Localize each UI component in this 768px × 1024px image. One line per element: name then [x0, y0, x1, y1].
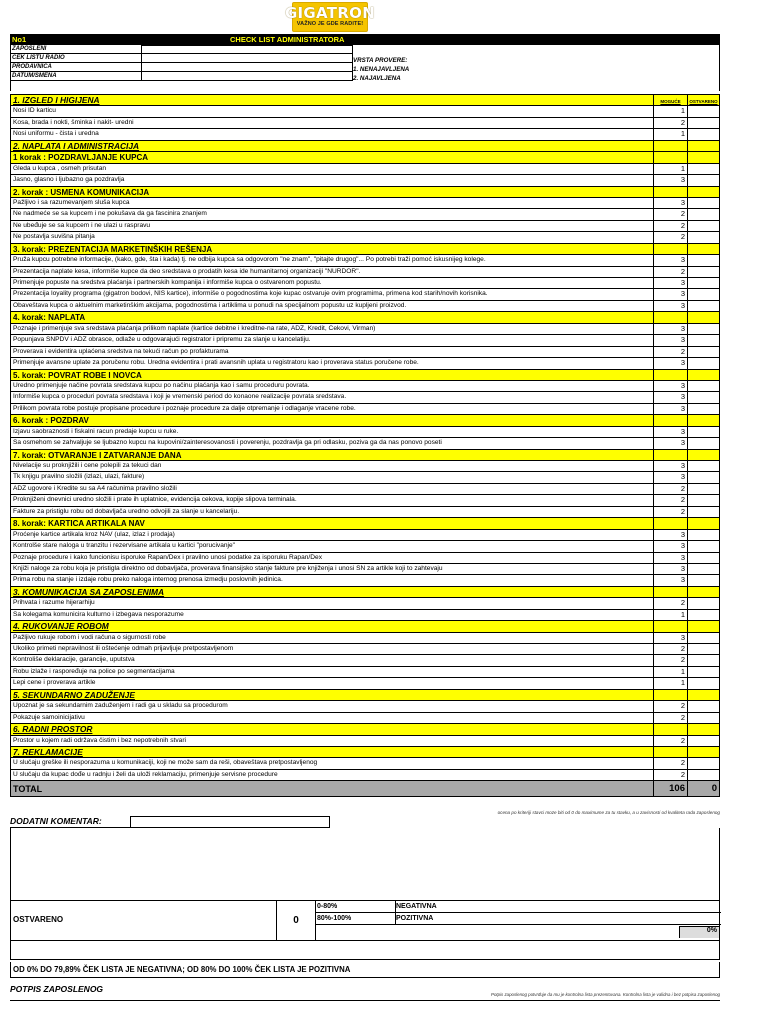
- info-block: [10, 45, 720, 91]
- row-label: Primenjuje avansne uplate za poručenu robu. Uredna evidentira i prati avansnih uplata u registratoru kao i proverava status poručene robe.: [13, 359, 419, 367]
- step-header: [11, 370, 720, 381]
- ostvareno-cell[interactable]: [687, 461, 720, 471]
- ostvareno-cell: [687, 187, 720, 197]
- moguce-cell: 3: [653, 278, 687, 288]
- ostvareno-cell[interactable]: [687, 564, 720, 574]
- row-label: 2. NAPLATA I ADMINISTRACIJA: [13, 140, 140, 151]
- step-header: [11, 312, 720, 323]
- row-label: Informiše kupca o proceduri povrata sredstava i koji je vremenski period do konaone realizacije povrata sredstava.: [13, 393, 347, 401]
- prodavnica-field[interactable]: [141, 63, 353, 72]
- moguce-cell: 3: [653, 553, 687, 563]
- moguce-cell: 3: [653, 198, 687, 208]
- ostvareno-cell: OSTVARENO: [687, 95, 720, 105]
- checklist-item: [11, 564, 720, 575]
- moguce-cell: 3: [653, 335, 687, 345]
- total-label: TOTAL: [13, 784, 43, 795]
- checklist-item: [11, 541, 720, 552]
- section-header: [11, 724, 720, 735]
- row-label: Izjavu saobraznosti i fiskalni racun predaje kupcu u ruke.: [13, 427, 179, 435]
- moguce-cell: 3: [653, 324, 687, 334]
- checklist-item: [11, 221, 720, 232]
- ostvareno-cell[interactable]: [687, 667, 720, 677]
- moguce-cell: MOGUĆE: [653, 95, 687, 105]
- row-label: Pažljivo rukuje robom i vodi računa o sigurnosti robe: [13, 633, 166, 641]
- ostvareno-cell[interactable]: [687, 713, 720, 723]
- total-row: [11, 781, 720, 797]
- step-header: [11, 152, 720, 163]
- ostvareno-cell[interactable]: [687, 289, 720, 299]
- row-label: Ukoliko primeti nepravilnost ili oštećenje odmah prijavljuje pretpostavljenom: [13, 645, 234, 652]
- moguce-cell: 3: [653, 175, 687, 185]
- ostvareno-cell[interactable]: [687, 175, 720, 185]
- checklist-title: CHECK LIST ADMINISTRATORA: [230, 35, 345, 44]
- step-header: [11, 518, 720, 529]
- ostvareno-cell[interactable]: [687, 484, 720, 494]
- vrsta-option-2: 2. NAJAVLJENA: [353, 75, 401, 82]
- checklist-item: [11, 610, 720, 621]
- moguce-cell: 2: [653, 484, 687, 494]
- section-header: [11, 141, 720, 152]
- moguce-cell: 1: [653, 129, 687, 139]
- section-header: [11, 747, 720, 758]
- section-header: [11, 587, 720, 598]
- row-label: 6. korak : POZDRAV: [13, 416, 89, 426]
- moguce-cell: 2: [653, 713, 687, 723]
- checklist-item: [11, 667, 720, 678]
- row-label: Pruža kupcu potrebne informacije, (kako, gde, šta i kada) tj. ne odbija kupca sa odgovorom "ne znam", "pitajte drugog"... Po potrebi traži pomoć iskusnijeg kolege.: [13, 256, 486, 264]
- moguce-cell: 2: [653, 736, 687, 746]
- checklist-item: [11, 301, 720, 312]
- checklist-item: [11, 289, 720, 300]
- moguce-cell: [653, 312, 687, 322]
- ostvareno-cell: [687, 450, 720, 460]
- range-negativna-word: NEGATIVNA: [396, 903, 437, 910]
- ostvareno-cell[interactable]: [687, 118, 720, 128]
- ostvareno-cell[interactable]: [687, 221, 720, 231]
- checklist-item: [11, 209, 720, 220]
- ostvareno-label: OSTVARENO: [13, 915, 64, 924]
- moguce-cell: 1: [653, 678, 687, 688]
- ostvareno-cell: [687, 587, 720, 597]
- ostvareno-cell[interactable]: [687, 495, 720, 505]
- row-label: 4. korak: NAPLATA: [13, 313, 86, 323]
- datum-smena-field[interactable]: [141, 72, 353, 81]
- row-label: 7. korak: OTVARANJE I ZATVARANJE DANA: [13, 450, 182, 460]
- moguce-cell: [653, 187, 687, 197]
- moguce-cell: 1: [653, 667, 687, 677]
- moguce-cell: 3: [653, 541, 687, 551]
- ostvareno-cell[interactable]: [687, 770, 720, 780]
- gigatron-logo: [284, 2, 376, 32]
- checklist-item: [11, 598, 720, 609]
- checklist-item: [11, 484, 720, 495]
- row-label: Ne nadmeće se sa kupcem i ne pokušava da ga fascinira znanjem: [13, 210, 207, 218]
- ostvareno-cell[interactable]: [687, 438, 720, 448]
- row-label: Pažljivo i sa razumevanjem sluša kupca: [13, 198, 130, 206]
- ostvareno-cell: [687, 244, 720, 254]
- row-label: 8. korak: KARTICA ARTIKALA NAV: [13, 519, 145, 529]
- moguce-cell: 3: [653, 461, 687, 471]
- row-label: Fakture za pristiglu robu od dobavljača uredno odvojili za slanje u kancelariju.: [13, 507, 240, 515]
- checklist-item: [11, 758, 720, 769]
- moguce-cell: 3: [653, 438, 687, 448]
- moguce-cell: 3: [653, 381, 687, 391]
- row-label: 5. korak: POVRAT ROBE I NOVCA: [13, 370, 142, 380]
- moguce-cell: 2: [653, 118, 687, 128]
- ostvareno-cell[interactable]: [687, 758, 720, 768]
- moguce-cell: 3: [653, 301, 687, 311]
- moguce-cell: 2: [653, 221, 687, 231]
- range-negativna: 0-80%: [316, 901, 396, 912]
- section-header: [11, 621, 720, 632]
- checklist-item: [11, 633, 720, 644]
- checklist-item: [11, 438, 720, 449]
- ostvareno-cell[interactable]: [687, 301, 720, 311]
- moguce-cell: 2: [653, 598, 687, 608]
- ostvareno-cell[interactable]: [687, 404, 720, 414]
- row-label: Ne postavlja suvišna pitanja: [13, 233, 95, 241]
- moguce-cell: [653, 518, 687, 528]
- cek-listu-radio-field[interactable]: [141, 54, 353, 63]
- zaposleni-field[interactable]: [141, 45, 353, 54]
- ostvareno-cell[interactable]: [687, 255, 720, 265]
- moguce-cell: [653, 370, 687, 380]
- moguce-cell: [653, 141, 687, 151]
- row-label: Robu izlaže i raspoređuje na police po segmentacijama: [13, 667, 175, 675]
- moguce-cell: [653, 747, 687, 757]
- checklist-item: [11, 644, 720, 655]
- verdict-text: OD 0% DO 79,89% ČEK LISTA JE NEGATIVNA; OD 80% DO 100% ČEK LISTA JE POZITIVNA: [10, 962, 720, 978]
- row-label: Prihvata i razume hijerarhiju: [13, 599, 95, 607]
- ostvareno-cell: [687, 312, 720, 322]
- moguce-cell: 2: [653, 267, 687, 277]
- moguce-cell: 3: [653, 289, 687, 299]
- moguce-cell: 2: [653, 644, 687, 654]
- ostvareno-cell[interactable]: [687, 381, 720, 391]
- row-label: Prima robu na stanje i izdaje robu preko naloga internog prenosa izmedju poslovnih jedinica.: [13, 576, 283, 584]
- ostvareno-value: 0: [276, 901, 316, 941]
- moguce-cell: 2: [653, 770, 687, 780]
- field-label-datum-smena: DATUM/SMENA: [11, 72, 141, 81]
- vrsta-option-1: 1. NENAJAVLJENA: [353, 66, 410, 73]
- step-header: [11, 187, 720, 198]
- row-label: Prezentacija loyality programa (gigatron bodovi, NIS kartice), informiše o pogodnostima koje kupac ostvaruje ovim programima, primena kod starih/novih korisnika.: [13, 290, 488, 298]
- logo-brand: GIGATRON: [284, 4, 376, 22]
- moguce-cell: 3: [653, 633, 687, 643]
- row-label: Prostor u kojem radi održava čistim i bez nepotrebnih stvari: [13, 736, 186, 744]
- moguce-cell: 3: [653, 427, 687, 437]
- row-label: Uredno primenjuje načine povrata sredstava kupcu po načinu plaćanja kao i samu proceduru povrata.: [13, 381, 310, 389]
- ostvareno-cell[interactable]: [687, 736, 720, 746]
- checklist-item: [11, 335, 720, 346]
- ostvareno-cell[interactable]: [687, 324, 720, 334]
- row-label: Tk knjigu pravilno složili (izlazi, ulazi, fakture): [13, 473, 145, 481]
- field-label-cek-listu-radio: ČEK LISTU RADIO: [11, 54, 141, 63]
- checklist-item: [11, 198, 720, 209]
- checklist-item: [11, 770, 720, 781]
- moguce-cell: [653, 724, 687, 734]
- row-label: U slučaju greške ili nesporazuma u komunikaciji, koji ne može sam da reši, obaveštava pretpostavljenog: [13, 759, 318, 767]
- ostvareno-cell[interactable]: [687, 335, 720, 345]
- ostvareno-cell[interactable]: [687, 267, 720, 277]
- checklist-item: [11, 713, 720, 724]
- row-label: Prezentacija naplate kesa, informiše kupce da deo sredstava o prodatih kesa ide humanitarnoj organizaciji "NURDOR".: [13, 267, 361, 275]
- row-label: Sa osmehom se zahvaljuje se ljubazno kupcu na kupovini/zainteresovanosti i poverenju, pozdravlja ga pri odlasku, poziva ga da nas ponovo poseti: [13, 439, 442, 447]
- dodatni-komentar-field[interactable]: [130, 816, 330, 828]
- ostvareno-cell[interactable]: [687, 392, 720, 402]
- checklist-item: [11, 347, 720, 358]
- row-label: Prilikom povrata robe postuje propisane procedure i poznaje procedure za dalje otpremanje i odlaganje vracene robe.: [13, 404, 356, 412]
- title-bar: [10, 34, 720, 45]
- row-label: 2. korak : USMENA KOMUNIKACIJA: [13, 187, 150, 197]
- percent-value: 0%: [679, 926, 719, 938]
- checklist-item: [11, 358, 720, 369]
- row-label: Popunjava SNPDV i ADZ obrasce, odlaže u odgovarajući registrator i pripremu za slanje u kancelatiju.: [13, 336, 311, 344]
- signature-line: [10, 1000, 720, 1001]
- signature-label: POTPIS ZAPOSLENOG: [10, 984, 104, 994]
- ostvareno-cell: [687, 518, 720, 528]
- ostvareno-cell[interactable]: [687, 507, 720, 517]
- ostvareno-cell[interactable]: [687, 347, 720, 357]
- moguce-cell: [653, 621, 687, 631]
- moguce-cell: 3: [653, 255, 687, 265]
- moguce-cell: 2: [653, 495, 687, 505]
- ostvareno-cell[interactable]: [687, 678, 720, 688]
- row-label: Poznaje procedure i kako funcionisu isporuke Rapan/Dex i pravilno unosi podatke za isporuku Rapan/Dex: [13, 553, 322, 561]
- ostvareno-cell[interactable]: [687, 598, 720, 608]
- row-label: 3. KOMUNIKACIJA SA ZAPOSLENIMA: [13, 586, 165, 597]
- checklist-table: [10, 94, 720, 797]
- ostvareno-cell: [687, 690, 720, 700]
- row-label: Jasno, glasno i ljubazno ga pozdravlja: [13, 176, 125, 184]
- comment-area[interactable]: [10, 828, 720, 900]
- moguce-cell: [653, 450, 687, 460]
- ostvareno-cell: [687, 141, 720, 151]
- moguce-cell: [653, 244, 687, 254]
- row-label: Pokazuje samoinicijativu: [13, 713, 85, 721]
- checklist-item: [11, 472, 720, 483]
- moguce-cell: 1: [653, 164, 687, 174]
- row-label: Kontrolše stare naloga u tranzitu i rezervisane artikala u kartici "porucivanje": [13, 542, 236, 550]
- step-header: [11, 450, 720, 461]
- row-label: 3. korak: PREZENTACIJA MARKETINŠKIH REŠENJA: [13, 244, 213, 254]
- row-label: Proknjiženi dnevnici uredno složili i prate ih uplatnice, evidencija cekova, kopije slipova terminala.: [13, 496, 297, 504]
- ostvareno-cell[interactable]: [687, 198, 720, 208]
- row-label: Nosi ID karticu: [13, 107, 56, 115]
- moguce-cell: 3: [653, 392, 687, 402]
- ostvareno-cell: [687, 724, 720, 734]
- step-header: [11, 415, 720, 426]
- moguce-cell: 2: [653, 507, 687, 517]
- row-label: Gleda u kupca , osmeh prisutan: [13, 164, 107, 172]
- moguce-cell: [653, 690, 687, 700]
- ostvareno-cell: [687, 370, 720, 380]
- ostvareno-cell[interactable]: [687, 633, 720, 643]
- ostvareno-cell[interactable]: [687, 232, 720, 242]
- ostvareno-cell[interactable]: [687, 541, 720, 551]
- moguce-cell: 2: [653, 758, 687, 768]
- field-label-prodavnica: PRODAVNICA: [11, 63, 141, 72]
- section-header: [11, 95, 720, 106]
- row-label: Proverava i evidentira uplaćena sredstva na tekući račun po profakturama: [13, 347, 229, 355]
- checklist-item: [11, 232, 720, 243]
- moguce-cell: 2: [653, 347, 687, 357]
- logo-tagline: VAŽNO JE GDE RADITE!: [296, 21, 364, 27]
- row-label: Kosa, brada i nokti, šminka i nakit- uredni: [13, 118, 134, 126]
- row-label: 4. RUKOVANJE ROBOM: [13, 621, 109, 632]
- total-moguce: 106: [653, 781, 687, 796]
- moguce-cell: 2: [653, 655, 687, 665]
- checklist-header: [10, 34, 720, 91]
- checklist-item: [11, 175, 720, 186]
- row-label: 5. SEKUNDARNO ZADUŽENJE: [13, 689, 135, 700]
- checklist-item: [11, 267, 720, 278]
- checklist-item: [11, 461, 720, 472]
- result-block: [10, 900, 720, 940]
- range-table: [316, 901, 721, 925]
- checklist-item: [11, 495, 720, 506]
- moguce-cell: [653, 587, 687, 597]
- signature-note: Potpis zaposlenog potvrđuje da mu je kontrolna lista prezentovana. Kontrolna lista je validna i bez potpisa zaposlenog: [491, 992, 720, 997]
- checklist-item: [11, 530, 720, 541]
- checklist-item: [11, 553, 720, 564]
- ostvareno-cell: [687, 152, 720, 162]
- section-header: [11, 690, 720, 701]
- ostvareno-cell[interactable]: [687, 358, 720, 368]
- checklist-item: [11, 381, 720, 392]
- row-label: Knjiži naloge za robu koja je pristigla direktno od dobavljača, proverava finansijsko stanje fakture pre knjiženja i unosi SN za artikle koji to zahtevaju: [13, 564, 443, 572]
- row-label: Poznaje i primenjuje sva sredstava plaćanja prilikom naplate (kartice debitne i kreditne-na rate, ADZ, Kredit, Cekovi, Virman): [13, 324, 376, 332]
- checklist-item: [11, 118, 720, 129]
- ostvareno-cell: [687, 747, 720, 757]
- ostvareno-cell[interactable]: [687, 472, 720, 482]
- vrsta-provere-label: VRSTA PROVERE:: [353, 57, 408, 64]
- checklist-item: [11, 678, 720, 689]
- row-label: Upoznat je sa sekundarnim zaduženjem i radi ga u skladu sa procedurom: [13, 702, 228, 710]
- row-label: Lepi cene i proverava artikle: [13, 679, 96, 687]
- ostvareno-cell[interactable]: [687, 644, 720, 654]
- row-label: Kontroliše deklaracije, garancije, uputstva: [13, 656, 135, 664]
- ostvareno-cell[interactable]: [687, 575, 720, 585]
- moguce-cell: 3: [653, 530, 687, 540]
- checklist-item: [11, 164, 720, 175]
- ostvareno-cell[interactable]: [687, 610, 720, 620]
- checklist-item: [11, 701, 720, 712]
- moguce-cell: [653, 415, 687, 425]
- checklist-item: [11, 507, 720, 518]
- ostvareno-cell[interactable]: [687, 530, 720, 540]
- row-label: 6. RADNI PROSTOR: [13, 724, 93, 735]
- checklist-number: No1: [12, 35, 27, 44]
- moguce-cell: 3: [653, 472, 687, 482]
- row-label: Nivelacije su proknjižili i cene polepili za tekuci dan: [13, 462, 162, 469]
- range-pozitivna-word: POZITIVNA: [396, 915, 434, 922]
- checklist-item: [11, 575, 720, 586]
- row-label: 1 korak : POZDRAVLJANJE KUPCA: [13, 153, 148, 163]
- ostvareno-cell: [687, 415, 720, 425]
- ostvareno-cell[interactable]: [687, 553, 720, 563]
- checklist-item: [11, 324, 720, 335]
- total-ostvareno: 0: [687, 781, 720, 796]
- checklist-item: [11, 736, 720, 747]
- checklist-item: [11, 255, 720, 266]
- row-label: U slučaju da kupac dođe u radnju i želi da uloži reklamaciju, primenjuje servisne procedure: [13, 770, 278, 778]
- moguce-cell: 3: [653, 575, 687, 585]
- row-label: 7. REKLAMACIJE: [13, 746, 83, 757]
- row-label: Ne ubeđuje se sa kupcem i ne ulazi u raspravu: [13, 221, 151, 229]
- ostvareno-cell[interactable]: [687, 655, 720, 665]
- vrsta-provere: [353, 56, 409, 83]
- moguce-cell: 3: [653, 564, 687, 574]
- checklist-item: [11, 106, 720, 117]
- range-pozitivna: 80%-100%: [316, 913, 396, 924]
- ostvareno-cell[interactable]: [687, 427, 720, 437]
- ostvareno-cell[interactable]: [687, 129, 720, 139]
- score-note: ocena po kriteriji stavci moze biti od 0 do maximume za tu stavku, a u zavisnosti od kvaliteta rada zaposlenog: [497, 810, 720, 815]
- moguce-cell: 2: [653, 701, 687, 711]
- moguce-cell: [653, 152, 687, 162]
- dodatni-komentar-label: DODATNI KOMENTAR:: [10, 816, 130, 828]
- ostvareno-cell[interactable]: [687, 701, 720, 711]
- ostvareno-cell[interactable]: [687, 278, 720, 288]
- moguce-cell: 2: [653, 232, 687, 242]
- row-label: Nosi uniformu - čista i uredna: [13, 130, 99, 138]
- moguce-cell: 1: [653, 610, 687, 620]
- row-label: 1. IZGLED I HIGIJENA: [13, 95, 100, 105]
- step-header: [11, 244, 720, 255]
- ostvareno-cell[interactable]: [687, 209, 720, 219]
- row-label: ADZ ugovore i Kredite su sa A4 računima pravilno složili: [13, 484, 177, 492]
- checklist-item: [11, 278, 720, 289]
- moguce-cell: 3: [653, 404, 687, 414]
- moguce-cell: 1: [653, 106, 687, 116]
- checklist-item: [11, 392, 720, 403]
- checklist-item: [11, 427, 720, 438]
- row-label: Sa kolegama komunicira kulturno i izbegava nesporazume: [13, 610, 184, 618]
- checklist-item: [11, 129, 720, 140]
- ostvareno-cell[interactable]: [687, 164, 720, 174]
- ostvareno-cell: [687, 621, 720, 631]
- checklist-item: [11, 655, 720, 666]
- field-label-zaposleni: ZAPOSLENI: [11, 45, 141, 54]
- checklist-item: [11, 404, 720, 415]
- row-label: Obaveštava kupca o aktuelnim marketinškim akcijama, pogodnostima i artiklima u ponudi na specijalnom popustu uz kupljeni proizvod.: [13, 301, 407, 309]
- row-label: Primenjuje popuste na sredstva plaćanja i partnerskih kompanija i informiše kupca o ostvarenom popustu.: [13, 279, 322, 286]
- row-label: Proćenje kartice artikala kroz NAV (ulaz, izlaz i prodaja): [13, 530, 175, 538]
- moguce-cell: 3: [653, 358, 687, 368]
- spacer-band: [10, 940, 720, 960]
- moguce-cell: 2: [653, 209, 687, 219]
- ostvareno-cell[interactable]: [687, 106, 720, 116]
